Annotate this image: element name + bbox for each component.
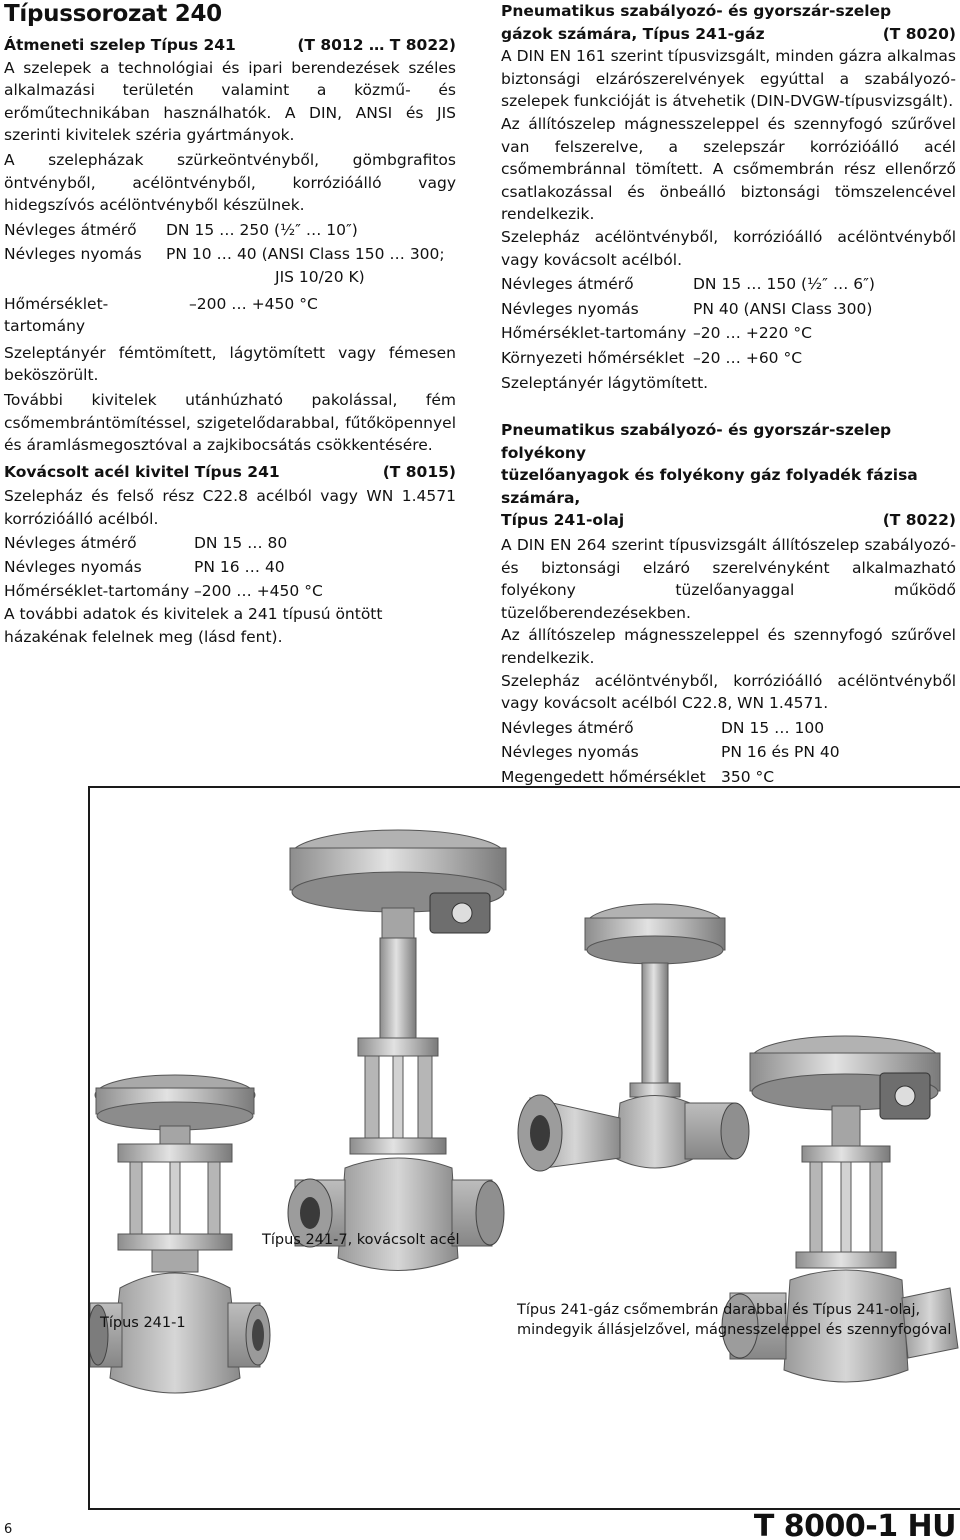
section-heading-gas bbox=[501, 23, 956, 46]
valve-241-1-icon bbox=[90, 1075, 270, 1393]
heading-code: (T 8015) bbox=[382, 462, 456, 481]
spec-row bbox=[4, 293, 456, 338]
section-heading-oil bbox=[501, 509, 956, 532]
heading-line: Pneumatikus szabályozó- és gyorszár-szelep bbox=[501, 2, 892, 20]
spec-row-continued bbox=[4, 266, 456, 289]
heading-code: (T 8022) bbox=[882, 511, 956, 530]
spec-row bbox=[4, 219, 456, 242]
paragraph: A további adatok és kivitelek a 241 típusú öntött házakénak felelnek meg (lásd fent). bbox=[4, 605, 383, 646]
spec-key: Névleges átmérő bbox=[501, 718, 634, 737]
spec-key: Névleges nyomás bbox=[4, 245, 142, 264]
spec-row bbox=[4, 556, 456, 579]
heading-line: tüzelőanyagok és folyékony gáz folyadék fázisa számára, bbox=[501, 466, 918, 507]
section-heading-forged bbox=[4, 461, 456, 484]
spec-key: Névleges átmérő bbox=[4, 220, 137, 239]
spec-row bbox=[501, 322, 956, 345]
caption-241-gas-line2: mindegyik állásjelzővel, mágnesszeleppel és szennyfogóval bbox=[517, 1322, 952, 1338]
heading-label: Kovácsolt acél kivitel Típus 241 bbox=[4, 462, 280, 481]
spec-row bbox=[501, 741, 956, 764]
valve-241-7-icon bbox=[288, 830, 506, 1271]
spec-key: Névleges nyomás bbox=[501, 743, 639, 762]
spec-value: DN 15 … 80 bbox=[194, 534, 288, 553]
spec-key: Környezeti hőmérséklet bbox=[501, 348, 685, 367]
spec-key: Névleges nyomás bbox=[501, 299, 639, 318]
spec-value: DN 15 … 150 (½″ … 6″) bbox=[693, 275, 875, 294]
page-title: Típussorozat 240 bbox=[4, 1, 222, 27]
valve-241-gas-icon bbox=[518, 904, 749, 1171]
paragraph: További kivitelek utánhúzható pakolással, fém csőmembrántömítéssel, szigetelődarabbal, fűtőköpennyel és áramlásmegosztóval a zajkibocsátás csökkentésére. bbox=[4, 390, 456, 455]
spec-value: PN 16 és PN 40 bbox=[721, 743, 840, 762]
page-number: 6 bbox=[4, 1522, 13, 1537]
spec-value: 350 °C bbox=[721, 768, 775, 786]
spec-value: –20 … +60 °C bbox=[693, 348, 803, 367]
spec-key: Névleges nyomás bbox=[4, 558, 142, 577]
photo-frame bbox=[88, 786, 960, 1510]
spec-key: Hőmérséklet-tartomány bbox=[4, 581, 190, 600]
spec-value: PN 40 (ANSI Class 300) bbox=[693, 299, 873, 318]
spec-key: Névleges átmérő bbox=[4, 534, 137, 553]
spec-row bbox=[4, 532, 456, 555]
spec-key: Hőmérséklet-tartomány bbox=[501, 324, 687, 343]
caption-241-7: Típus 241-7, kovácsolt acél bbox=[262, 1232, 460, 1248]
heading-label: gázok számára, Típus 241-gáz bbox=[501, 24, 765, 43]
paragraph: A DIN EN 264 szerint típusvizsgált állítószelep szabályozó- és biztonsági elzáró szerelvényként alkalmazható folyékony tüzelőanyaggal működő tüzelőberendezésekben. bbox=[501, 536, 956, 622]
paragraph: Az állítószelep mágnesszeleppel és szennyfogó szűrővel van felszerelve, a szelepszár korrózióálló acél csőmembránnal tömített. A csőmembrán rész ellenőrző csatlakozással és önbeálló biztonsági tömszelencével rendelkezik. bbox=[501, 114, 956, 224]
spec-row bbox=[501, 298, 956, 321]
spec-row bbox=[501, 717, 956, 740]
spec-value: JIS 10/20 K) bbox=[275, 267, 365, 286]
caption-241-1: Típus 241-1 bbox=[100, 1315, 186, 1331]
paragraph: Az állítószelep mágnesszeleppel és szennyfogó szűrővel rendelkezik. bbox=[501, 626, 956, 668]
spec-row bbox=[4, 243, 456, 266]
section-heading-241 bbox=[4, 34, 456, 57]
heading-label: Átmeneti szelep Típus 241 bbox=[4, 36, 236, 54]
spec-value: –200 … +450 °C bbox=[194, 581, 323, 600]
spec-row bbox=[501, 273, 956, 296]
spec-key: Névleges átmérő bbox=[501, 275, 634, 294]
paragraph: Szelepház acélöntvényből, korrózióálló acélöntvényből vagy kovácsolt acélból C22.8, WN 1.4571. bbox=[501, 671, 956, 713]
spec-key: Hőmérséklet-tartomány bbox=[4, 294, 109, 336]
right-column bbox=[501, 0, 956, 862]
spec-value: DN 15 … 250 (½″ … 10″) bbox=[166, 220, 358, 239]
heading-code: (T 8020) bbox=[882, 24, 956, 43]
spec-row bbox=[4, 580, 456, 603]
paragraph: Szelepház acélöntvényből, korrózióálló acélöntvényből vagy kovácsolt acélból. bbox=[501, 227, 956, 269]
left-column bbox=[4, 0, 456, 648]
caption-241-gas-line1: Típus 241-gáz csőmembrán darabbal és Típus 241-olaj, bbox=[517, 1302, 921, 1318]
valve-photos-illustration bbox=[90, 788, 960, 1508]
spec-value: –20 … +220 °C bbox=[693, 324, 812, 343]
heading-label: Típus 241-olaj bbox=[501, 511, 625, 530]
paragraph: Szeleptányér fémtömített, lágytömített vagy fémesen beköszörült. bbox=[4, 343, 456, 385]
document-code: T 8000-1 HU bbox=[753, 1509, 956, 1540]
spec-key: Megengedett hőmérséklet bbox=[501, 768, 706, 786]
paragraph: Szeleptányér lágytömített. bbox=[501, 373, 709, 392]
paragraph: Szelepház és felső rész C22.8 acélból vagy WN 1.4571 korrózióálló acélból. bbox=[4, 487, 456, 528]
spec-value: PN 16 … 40 bbox=[194, 558, 285, 577]
heading-code: (T 8012 … T 8022) bbox=[297, 36, 456, 54]
spec-value: –200 … +450 °C bbox=[189, 294, 318, 313]
spec-value: DN 15 … 100 bbox=[721, 718, 825, 737]
spec-value: PN 10 … 40 (ANSI Class 150 … 300; bbox=[166, 245, 445, 264]
spec-row bbox=[501, 347, 956, 370]
heading-line: Pneumatikus szabályozó- és gyorszár-szelep folyékony bbox=[501, 421, 892, 462]
paragraph: A szelepházak szürkeöntvényből, gömbgrafitos öntvényből, acélöntvényből, korrózióálló vagy hidegszívós acélöntvényből készülnek. bbox=[4, 150, 456, 215]
paragraph: A DIN EN 161 szerint típusvizsgált, minden gázra alkalmas biztonsági elzárószerelvények egyúttal a szabályozó-szelepek funkcióját is átvehetik (DIN-DVGW-típusvizsgált). bbox=[501, 47, 956, 111]
paragraph: A szelepek a technológiai és ipari berendezések széles alkalmazási területén valamint a közmű- és erőműtechnikában használhatók. A DIN, ANSI és JIS szerinti kivitelek széria gyártmányok. bbox=[4, 58, 456, 145]
